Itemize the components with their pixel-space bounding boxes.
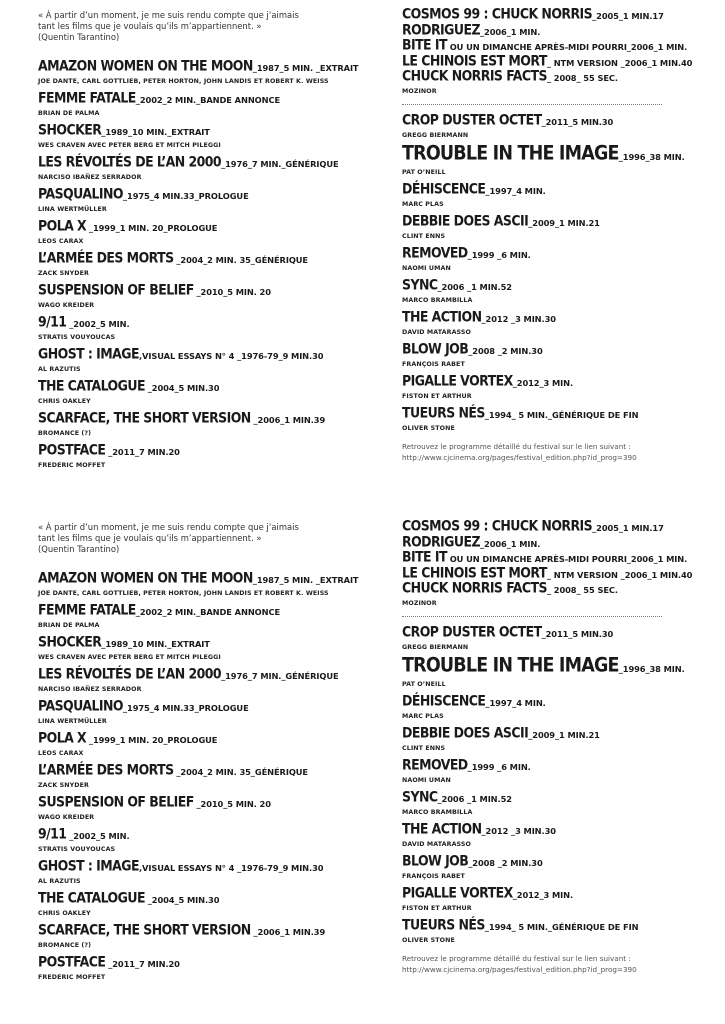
film-entry [38, 635, 358, 662]
film-title-line [402, 622, 692, 642]
film-title-line [38, 731, 358, 748]
film-title: PIGALLE VORTEX [402, 371, 513, 389]
program-note [402, 953, 692, 975]
film-director: MARC PLAS [402, 200, 444, 208]
program-url: http://www.cjcinema.org/pages/festival_edition.php?id_prog=390 [402, 964, 637, 974]
film-title: THE CATALOGUE [38, 889, 145, 906]
film-title: 9/11 [38, 825, 67, 842]
film-meta: _2002_2 MIN._BANDE ANNONCE [135, 95, 281, 105]
film-director: FISTON ET ARTHUR [402, 392, 472, 400]
film-title: SYNC [402, 275, 438, 293]
film-director: FRANÇOIS RABET [402, 360, 465, 368]
film-title: SUSPENSION OF BELIEF [38, 793, 194, 810]
epigraph-quote [38, 10, 358, 43]
film-director: CLINT ENNS [402, 232, 446, 240]
film-meta: _2002_2 MIN._BANDE ANNONCE [135, 607, 281, 617]
film-meta: _2012 _3 MIN.30 [481, 313, 556, 324]
film-entry [38, 59, 358, 86]
film-meta: _2002_5 MIN. [66, 319, 130, 329]
film-title: COSMOS 99 : CHUCK NORRIS [402, 5, 593, 22]
film-entry [38, 379, 358, 406]
film-director: LINA WERTMÜLLER [38, 718, 107, 725]
film-entry [38, 571, 358, 598]
film-director: LEOS CARAX [38, 750, 84, 757]
film-director: CLINT ENNS [402, 744, 446, 752]
film-title: COSMOS 99 : CHUCK NORRIS [402, 517, 593, 534]
film-title-line [38, 795, 358, 812]
film-title: DEBBIE DOES ASCII [402, 723, 529, 741]
film-entry [402, 339, 692, 369]
film-director: PAT O’NEILL [402, 168, 446, 176]
film-title: REMOVED [402, 755, 468, 773]
film-title-line [38, 859, 358, 876]
film-entry [38, 443, 358, 470]
film-meta: _ NTM VERSION _2006_1 MIN.40 [546, 57, 693, 68]
film-title-line [38, 219, 358, 236]
film-title: CHUCK NORRIS FACTS [402, 579, 547, 596]
film-entry [402, 851, 692, 881]
film-director: MARCO BRAMBILLA [402, 808, 473, 816]
film-meta: _2010_5 MIN. 20 [193, 799, 271, 809]
film-meta: _1997_4 MIN. [485, 185, 546, 196]
film-title: THE ACTION [402, 819, 482, 837]
film-meta: _2010_5 MIN. 20 [193, 287, 271, 297]
film-entry [402, 142, 692, 177]
film-entry [38, 827, 358, 854]
film-title: L’ARMÉE DES MORTS [38, 761, 174, 778]
film-director: AL RAZUTIS [38, 878, 81, 885]
film-meta: _2004_5 MIN.30 [144, 895, 220, 905]
film-title: RODRIGUEZ [402, 532, 480, 550]
film-title-line [402, 579, 692, 598]
film-director: FREDERIC MOFFET [38, 462, 106, 469]
film-meta: _1987_5 MIN. _EXTRAIT [252, 63, 359, 73]
epigraph-quote [38, 522, 358, 555]
film-director: BRIAN DE PALMA [38, 110, 100, 117]
film-meta: _2006 _1 MIN.52 [437, 281, 512, 292]
film-title-line [402, 67, 692, 86]
film-entry [38, 795, 358, 822]
film-title-line [38, 155, 358, 172]
film-title: PASQUALINO [38, 185, 123, 202]
film-title: BLOW JOB [402, 851, 469, 869]
film-meta: _1976_7 MIN._GÉNÉRIQUE [221, 159, 339, 169]
film-title: CHUCK NORRIS FACTS [402, 67, 547, 84]
film-director: GREGG BIERMANN [402, 643, 469, 651]
film-director: CHRIS OAKLEY [38, 398, 91, 405]
film-title: BITE IT [402, 36, 447, 53]
film-entry [38, 91, 358, 118]
film-title: 9/11 [38, 313, 67, 330]
film-entry [38, 123, 358, 150]
film-meta: OU UN DIMANCHE APRÈS-MIDI POURRI_2006_1 MIN. [446, 554, 688, 564]
film-title-line [38, 955, 358, 972]
film-title: GHOST : IMAGE [38, 345, 139, 362]
film-title: DEBBIE DOES ASCII [402, 211, 529, 229]
film-entry [402, 654, 692, 689]
film-title: SCARFACE, THE SHORT VERSION [38, 921, 251, 938]
film-meta: _2009_1 MIN.21 [528, 217, 600, 228]
film-director: OLIVER STONE [402, 936, 455, 944]
film-director: BROMANCE (?) [38, 430, 92, 437]
program-note [402, 441, 692, 463]
film-director: OLIVER STONE [402, 424, 455, 432]
film-entry [402, 275, 692, 305]
film-entry [402, 883, 692, 913]
film-director: BRIAN DE PALMA [38, 622, 100, 629]
film-title: LE CHINOIS EST MORT [402, 51, 547, 69]
film-meta: _2006 _1 MIN.52 [437, 793, 512, 804]
film-entry [38, 315, 358, 342]
film-director: FREDERIC MOFFET [38, 974, 106, 981]
film-title: RODRIGUEZ [402, 20, 480, 38]
film-entry [38, 731, 358, 758]
film-title: POSTFACE [38, 953, 106, 970]
film-title: POLA X [38, 217, 87, 234]
film-meta: _1976_7 MIN._GÉNÉRIQUE [221, 671, 339, 681]
film-title: L’ARMÉE DES MORTS [38, 249, 174, 266]
film-director: MARCO BRAMBILLA [402, 296, 473, 304]
film-title: LES RÉVOLTÉS DE L’AN 2000 [38, 153, 222, 170]
film-director: GREGG BIERMANN [402, 131, 469, 139]
film-meta: _2006_1 MIN. [479, 538, 541, 549]
film-meta: _2006_1 MIN.39 [250, 415, 326, 425]
right-column [402, 517, 693, 975]
dotted-separator [402, 104, 662, 105]
film-director: DAVID MATARASSO [402, 328, 471, 336]
film-entry [402, 723, 692, 753]
film-entry [38, 763, 358, 790]
film-meta: _1989_10 MIN._EXTRAIT [101, 639, 210, 649]
film-title-line [402, 307, 692, 327]
film-meta: ,VISUAL ESSAYS N° 4 _1976-79_9 MIN.30 [139, 351, 324, 361]
left-column [38, 522, 358, 987]
film-director: WES CRAVEN AVEC PETER BERG ET MITCH PILEGGI [38, 142, 221, 149]
film-title: DÉHISCENCE [402, 691, 486, 709]
film-meta: ,VISUAL ESSAYS N° 4 _1976-79_9 MIN.30 [139, 863, 324, 873]
film-meta: _1975_4 MIN.33_PROLOGUE [122, 191, 249, 201]
film-meta: OU UN DIMANCHE APRÈS-MIDI POURRI_2006_1 MIN. [446, 42, 688, 52]
film-meta: _2008 _2 MIN.30 [468, 857, 543, 868]
mozinor-credit: MOZINOR [402, 87, 437, 95]
film-title-line [38, 443, 358, 460]
film-meta: _2004_5 MIN.30 [144, 383, 220, 393]
film-title: PIGALLE VORTEX [402, 883, 513, 901]
film-title-line [402, 275, 692, 295]
film-title-line [402, 654, 692, 679]
film-director: STRATIS VOUYOUCAS [38, 334, 116, 341]
flyer-top [0, 0, 725, 510]
film-title-line [38, 283, 358, 300]
film-director: AL RAZUTIS [38, 366, 81, 373]
film-title: SCARFACE, THE SHORT VERSION [38, 409, 251, 426]
film-title: FEMME FATALE [38, 89, 136, 106]
film-entry [38, 603, 358, 630]
film-entry [402, 691, 692, 721]
film-title-line [402, 851, 692, 871]
film-director: PAT O’NEILL [402, 680, 446, 688]
film-entry [38, 219, 358, 246]
film-director: STRATIS VOUYOUCAS [38, 846, 116, 853]
film-director: WAGO KREIDER [38, 814, 95, 821]
film-title: SUSPENSION OF BELIEF [38, 281, 194, 298]
film-meta: _1994_ 5 MIN._GÉNÉRIQUE DE FIN [484, 921, 639, 932]
film-title: BLOW JOB [402, 339, 469, 357]
film-entry [38, 155, 358, 182]
film-meta: _2012_3 MIN. [512, 377, 574, 388]
film-meta: _1999_1 MIN. 20_PROLOGUE [86, 735, 218, 745]
film-director: NAOMI UMAN [402, 264, 451, 272]
film-director: BROMANCE (?) [38, 942, 92, 949]
film-director: LEOS CARAX [38, 238, 84, 245]
film-title-line [38, 923, 358, 940]
flyer-bottom [0, 512, 725, 1022]
film-entry [402, 787, 692, 817]
film-entry [402, 819, 692, 849]
film-director: LINA WERTMÜLLER [38, 206, 107, 213]
film-title: THE ACTION [402, 307, 482, 325]
film-title-line [38, 571, 358, 588]
film-entry [402, 579, 692, 598]
dotted-separator [402, 616, 662, 617]
film-entry [402, 403, 692, 433]
film-title-line [38, 59, 358, 76]
film-title-line [38, 603, 358, 620]
film-meta: _2005_1 MIN.17 [592, 523, 664, 533]
note-line: Retrouvez le programme détaillé du festival sur le lien suivant : [402, 953, 631, 963]
note-line: Retrouvez le programme détaillé du festival sur le lien suivant : [402, 441, 631, 451]
film-title: THE CATALOGUE [38, 377, 145, 394]
film-title: BITE IT [402, 548, 447, 565]
film-meta: _1975_4 MIN.33_PROLOGUE [122, 703, 249, 713]
film-meta: _2011_5 MIN.30 [541, 116, 614, 127]
film-entry [38, 187, 358, 214]
film-meta: _1999 _6 MIN. [467, 761, 531, 772]
film-meta: _1996_38 MIN. [618, 151, 685, 162]
film-title: REMOVED [402, 243, 468, 261]
quote-line: tant les films que je voulais qu’ils m’appartiennent. » [38, 533, 262, 543]
quote-author: (Quentin Tarantino) [38, 32, 120, 42]
film-title-line [402, 691, 692, 711]
film-meta: _2006_1 MIN. [479, 26, 541, 37]
film-title: AMAZON WOMEN ON THE MOON [38, 57, 253, 74]
film-meta: _2004_2 MIN. 35_GÉNÉRIQUE [173, 767, 308, 777]
film-meta: _1996_38 MIN. [618, 663, 685, 674]
film-title-line [38, 187, 358, 204]
film-title-line [38, 251, 358, 268]
film-director: WAGO KREIDER [38, 302, 95, 309]
film-director: CHRIS OAKLEY [38, 910, 91, 917]
film-meta: _2006_1 MIN.39 [250, 927, 326, 937]
film-title-line [402, 142, 692, 167]
film-meta: _2004_2 MIN. 35_GÉNÉRIQUE [173, 255, 308, 265]
film-title: FEMME FATALE [38, 601, 136, 618]
film-title-line [402, 883, 692, 903]
film-title-line [38, 347, 358, 364]
quote-author: (Quentin Tarantino) [38, 544, 120, 554]
film-title-line [38, 315, 358, 332]
film-title-line [402, 339, 692, 359]
film-title-line [38, 91, 358, 108]
film-entry [402, 622, 692, 652]
film-title: TROUBLE IN THE IMAGE [402, 654, 619, 677]
film-entry [402, 307, 692, 337]
film-director: DAVID MATARASSO [402, 840, 471, 848]
right-column [402, 5, 693, 463]
film-entry [38, 891, 358, 918]
quote-line: « À partir d’un moment, je me suis rendu compte que j’aimais [38, 522, 299, 532]
film-director: NAOMI UMAN [402, 776, 451, 784]
film-entry [38, 251, 358, 278]
film-title-line [38, 827, 358, 844]
film-director: JOE DANTE, CARL GOTTLIEB, PETER HORTON, JOHN LANDIS ET ROBERT K. WEISS [38, 78, 329, 85]
film-meta: _1994_ 5 MIN._GÉNÉRIQUE DE FIN [484, 409, 639, 420]
film-entry [402, 211, 692, 241]
film-title: SHOCKER [38, 633, 102, 650]
film-title: SHOCKER [38, 121, 102, 138]
film-meta: _2011_7 MIN.20 [105, 959, 180, 969]
film-director: ZACK SNYDER [38, 782, 89, 789]
film-title-line [402, 819, 692, 839]
film-title: AMAZON WOMEN ON THE MOON [38, 569, 253, 586]
film-director: JOE DANTE, CARL GOTTLIEB, PETER HORTON, JOHN LANDIS ET ROBERT K. WEISS [38, 590, 329, 597]
film-title-line [402, 110, 692, 130]
film-title-line [38, 411, 358, 428]
film-meta: _1999_1 MIN. 20_PROLOGUE [86, 223, 218, 233]
film-title-line [38, 699, 358, 716]
film-title-line [402, 179, 692, 199]
film-title-line [38, 891, 358, 908]
film-title-line [402, 755, 692, 775]
film-title-line [38, 635, 358, 652]
film-director: FRANÇOIS RABET [402, 872, 465, 880]
film-meta: _1989_10 MIN._EXTRAIT [101, 127, 210, 137]
film-title: DÉHISCENCE [402, 179, 486, 197]
film-title-line [38, 763, 358, 780]
mozinor-credit: MOZINOR [402, 599, 437, 607]
film-meta: _2009_1 MIN.21 [528, 729, 600, 740]
film-entry [38, 699, 358, 726]
film-entry [38, 667, 358, 694]
quote-line: « À partir d’un moment, je me suis rendu compte que j’aimais [38, 10, 299, 20]
film-entry [38, 859, 358, 886]
film-entry [402, 67, 692, 86]
film-director: FISTON ET ARTHUR [402, 904, 472, 912]
film-title: CROP DUSTER OCTET [402, 110, 542, 128]
film-title-line [402, 723, 692, 743]
film-meta: _1999 _6 MIN. [467, 249, 531, 260]
film-meta: _2008 _2 MIN.30 [468, 345, 543, 356]
film-entry [38, 411, 358, 438]
film-meta: _2011_7 MIN.20 [105, 447, 180, 457]
film-title: TROUBLE IN THE IMAGE [402, 142, 619, 165]
film-title-line [402, 371, 692, 391]
film-meta: _2012 _3 MIN.30 [481, 825, 556, 836]
film-title: CROP DUSTER OCTET [402, 622, 542, 640]
film-entry [38, 955, 358, 982]
film-title: GHOST : IMAGE [38, 857, 139, 874]
film-title-line [402, 915, 692, 935]
film-meta: _1997_4 MIN. [485, 697, 546, 708]
film-meta: _2012_3 MIN. [512, 889, 574, 900]
film-meta: _ 2008_ 55 SEC. [546, 73, 618, 83]
film-title-line [38, 123, 358, 140]
film-entry [402, 179, 692, 209]
film-meta: _2005_1 MIN.17 [592, 11, 664, 21]
film-meta: _ NTM VERSION _2006_1 MIN.40 [546, 569, 693, 580]
film-title: TUEURS NÉS [402, 403, 485, 421]
film-meta: _2011_5 MIN.30 [541, 628, 614, 639]
film-title: SYNC [402, 787, 438, 805]
film-entry [38, 283, 358, 310]
film-title: LES RÉVOLTÉS DE L’AN 2000 [38, 665, 222, 682]
film-entry [402, 243, 692, 273]
film-director: NARCISO IBAÑEZ SERRADOR [38, 174, 142, 181]
film-title-line [38, 667, 358, 684]
program-url: http://www.cjcinema.org/pages/festival_edition.php?id_prog=390 [402, 452, 637, 462]
film-entry [402, 755, 692, 785]
film-title: POSTFACE [38, 441, 106, 458]
film-director: MARC PLAS [402, 712, 444, 720]
film-entry [38, 347, 358, 374]
left-column [38, 10, 358, 475]
film-entry [402, 371, 692, 401]
film-entry [402, 110, 692, 140]
film-title-line [402, 211, 692, 231]
film-director: ZACK SNYDER [38, 270, 89, 277]
film-director: WES CRAVEN AVEC PETER BERG ET MITCH PILEGGI [38, 654, 221, 661]
film-title: PASQUALINO [38, 697, 123, 714]
film-title-line [38, 379, 358, 396]
quote-line: tant les films que je voulais qu’ils m’appartiennent. » [38, 21, 262, 31]
film-director: NARCISO IBAÑEZ SERRADOR [38, 686, 142, 693]
film-entry [38, 923, 358, 950]
film-entry [402, 915, 692, 945]
film-meta: _2002_5 MIN. [66, 831, 130, 841]
film-meta: _ 2008_ 55 SEC. [546, 585, 618, 595]
film-title: LE CHINOIS EST MORT [402, 563, 547, 581]
film-title-line [402, 243, 692, 263]
film-title: TUEURS NÉS [402, 915, 485, 933]
film-meta: _1987_5 MIN. _EXTRAIT [252, 575, 359, 585]
film-title-line [402, 787, 692, 807]
film-title-line [402, 403, 692, 423]
film-title: POLA X [38, 729, 87, 746]
